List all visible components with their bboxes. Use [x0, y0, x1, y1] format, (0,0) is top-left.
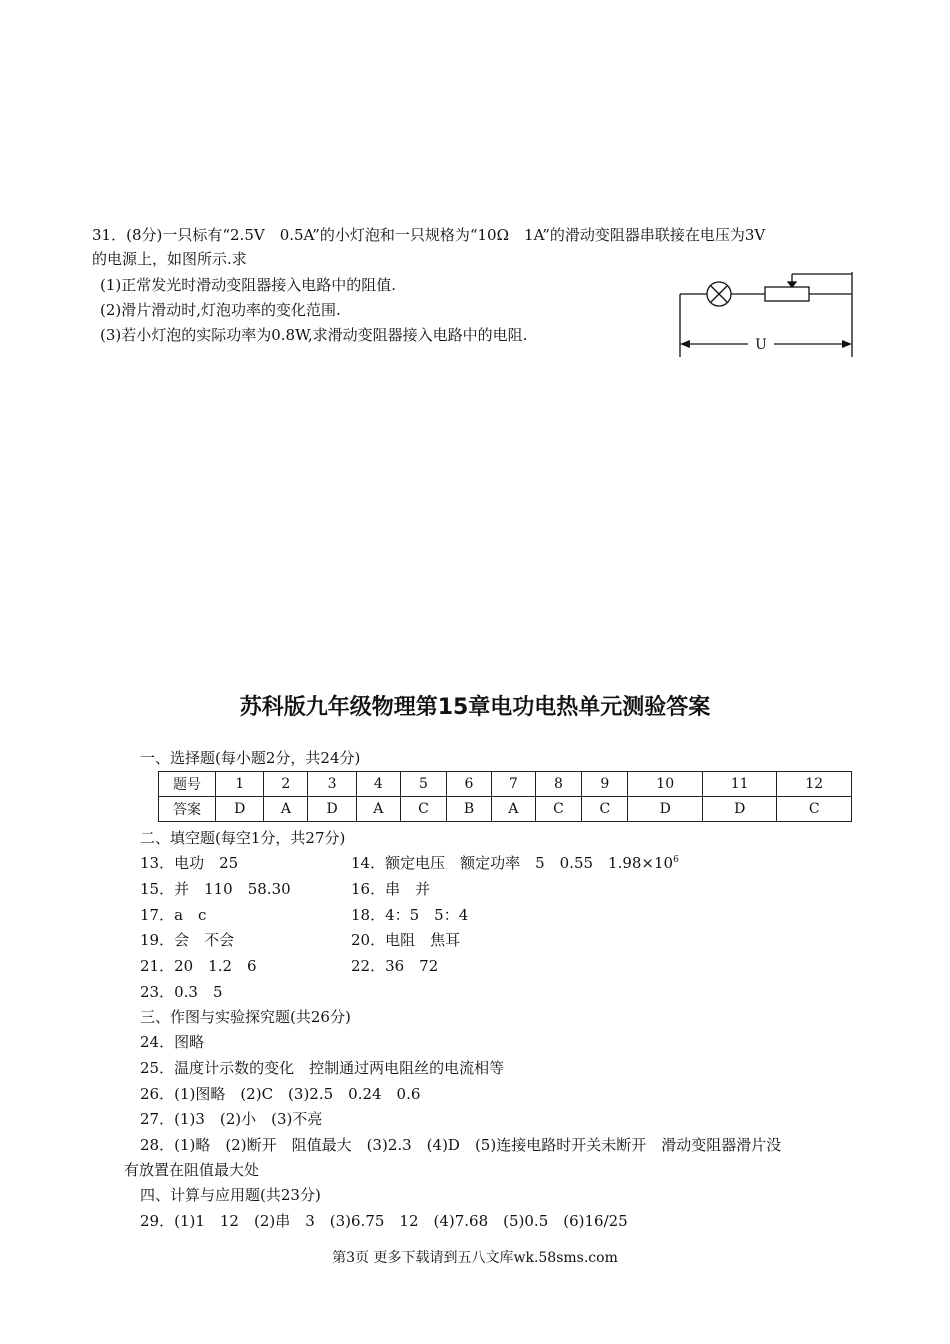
table-cell: 1 [216, 772, 264, 797]
q31-line1: 31．(8分)一只标有“2.5V 0.5A”的小灯泡和一只规格为“10Ω 1A”的滑动变阻器串联接在电压为3V [92, 226, 766, 244]
table-cell: D [702, 797, 776, 822]
q31-sub2: (2)滑片滑动时,灯泡功率的变化范围. [100, 301, 341, 319]
answer-15: 15．并 110 58.30 [140, 880, 291, 898]
answer-17: 17．a c [140, 906, 207, 924]
answer-13: 13．电功 25 [140, 854, 239, 872]
table-cell: 11 [702, 772, 776, 797]
table-row-numbers [159, 772, 852, 797]
table-cell: C [400, 797, 446, 822]
table-cell: 3 [308, 772, 356, 797]
answer-18: 18．4：5 5：4 [351, 906, 469, 924]
table-cell: C [777, 797, 852, 822]
answer-title: 苏科版九年级物理第15章电功电热单元测验答案 [239, 695, 711, 720]
page-footer: 第3页 更多下载请到五八文库wk.58sms.com [332, 1250, 618, 1266]
answer-29: 29．(1)1 12 (2)串 3 (3)6.75 12 (4)7.68 (5)0.5 (6)16/25 [140, 1212, 628, 1230]
q31-sub3: (3)若小灯泡的实际功率为0.8W,求滑动变阻器接入电路中的电阻. [100, 326, 528, 344]
table-cell: 7 [491, 772, 535, 797]
answer-28-line2: 有放置在阻值最大处 [124, 1161, 260, 1179]
answer-25: 25．温度计示数的变化 控制通过两电阻丝的电流相等 [140, 1059, 505, 1077]
section1-heading: 一、选择题(每小题2分，共24分) [140, 749, 361, 767]
answer-16: 16．串 并 [351, 880, 431, 898]
q31-line2: 的电源上，如图所示.求 [92, 250, 247, 268]
answer-22: 22．36 72 [351, 957, 439, 975]
table-cell: 9 [582, 772, 628, 797]
row-label-question: 题号 [159, 772, 216, 797]
answer-14 [351, 856, 679, 871]
row-label-answer: 答案 [159, 797, 216, 822]
table-cell: D [308, 797, 356, 822]
answer-28-line1: 28．(1)略 (2)断开 阻值最大 (3)2.3 (4)D (5)连接电路时开关未断开 滑动变阻器滑片没 [140, 1136, 782, 1154]
answer-14-text: 14．额定电压 额定功率 5 0.55 1.98×10 [351, 854, 674, 872]
table-cell: 6 [447, 772, 492, 797]
table-cell: C [582, 797, 628, 822]
circuit-diagram [670, 262, 860, 362]
table-cell: 8 [535, 772, 581, 797]
table-cell: B [447, 797, 492, 822]
table-cell: D [216, 797, 264, 822]
answer-26: 26．(1)图略 (2)C (3)2.5 0.24 0.6 [140, 1085, 421, 1103]
table-cell: D [628, 797, 702, 822]
table-cell: 10 [628, 772, 702, 797]
answer-table [158, 771, 852, 822]
circuit-voltage-label: U [755, 337, 767, 353]
table-cell: 2 [264, 772, 308, 797]
section4-heading: 四、计算与应用题(共23分) [140, 1186, 321, 1204]
table-cell: A [264, 797, 308, 822]
table-cell: 5 [400, 772, 446, 797]
section2-heading: 二、填空题(每空1分，共27分) [140, 829, 346, 847]
answer-14-exponent: 6 [673, 855, 679, 865]
table-row-answers [159, 797, 852, 822]
answer-27: 27．(1)3 (2)小 (3)不亮 [140, 1110, 323, 1128]
lamp-icon [707, 282, 731, 306]
answer-23: 23．0.3 5 [140, 983, 223, 1001]
answer-19: 19．会 不会 [140, 931, 235, 949]
q31-sub1: (1)正常发光时滑动变阻器接入电路中的阻值. [100, 276, 397, 294]
answer-24: 24．图略 [140, 1033, 205, 1051]
answer-20: 20．电阻 焦耳 [351, 931, 461, 949]
table-cell: 4 [356, 772, 400, 797]
table-cell: A [356, 797, 400, 822]
table-cell: C [535, 797, 581, 822]
table-cell: 12 [777, 772, 852, 797]
answer-21: 21．20 1.2 6 [140, 957, 257, 975]
section3-heading: 三、作图与实验探究题(共26分) [140, 1008, 351, 1026]
table-cell: A [491, 797, 535, 822]
rheostat-icon [765, 287, 809, 301]
